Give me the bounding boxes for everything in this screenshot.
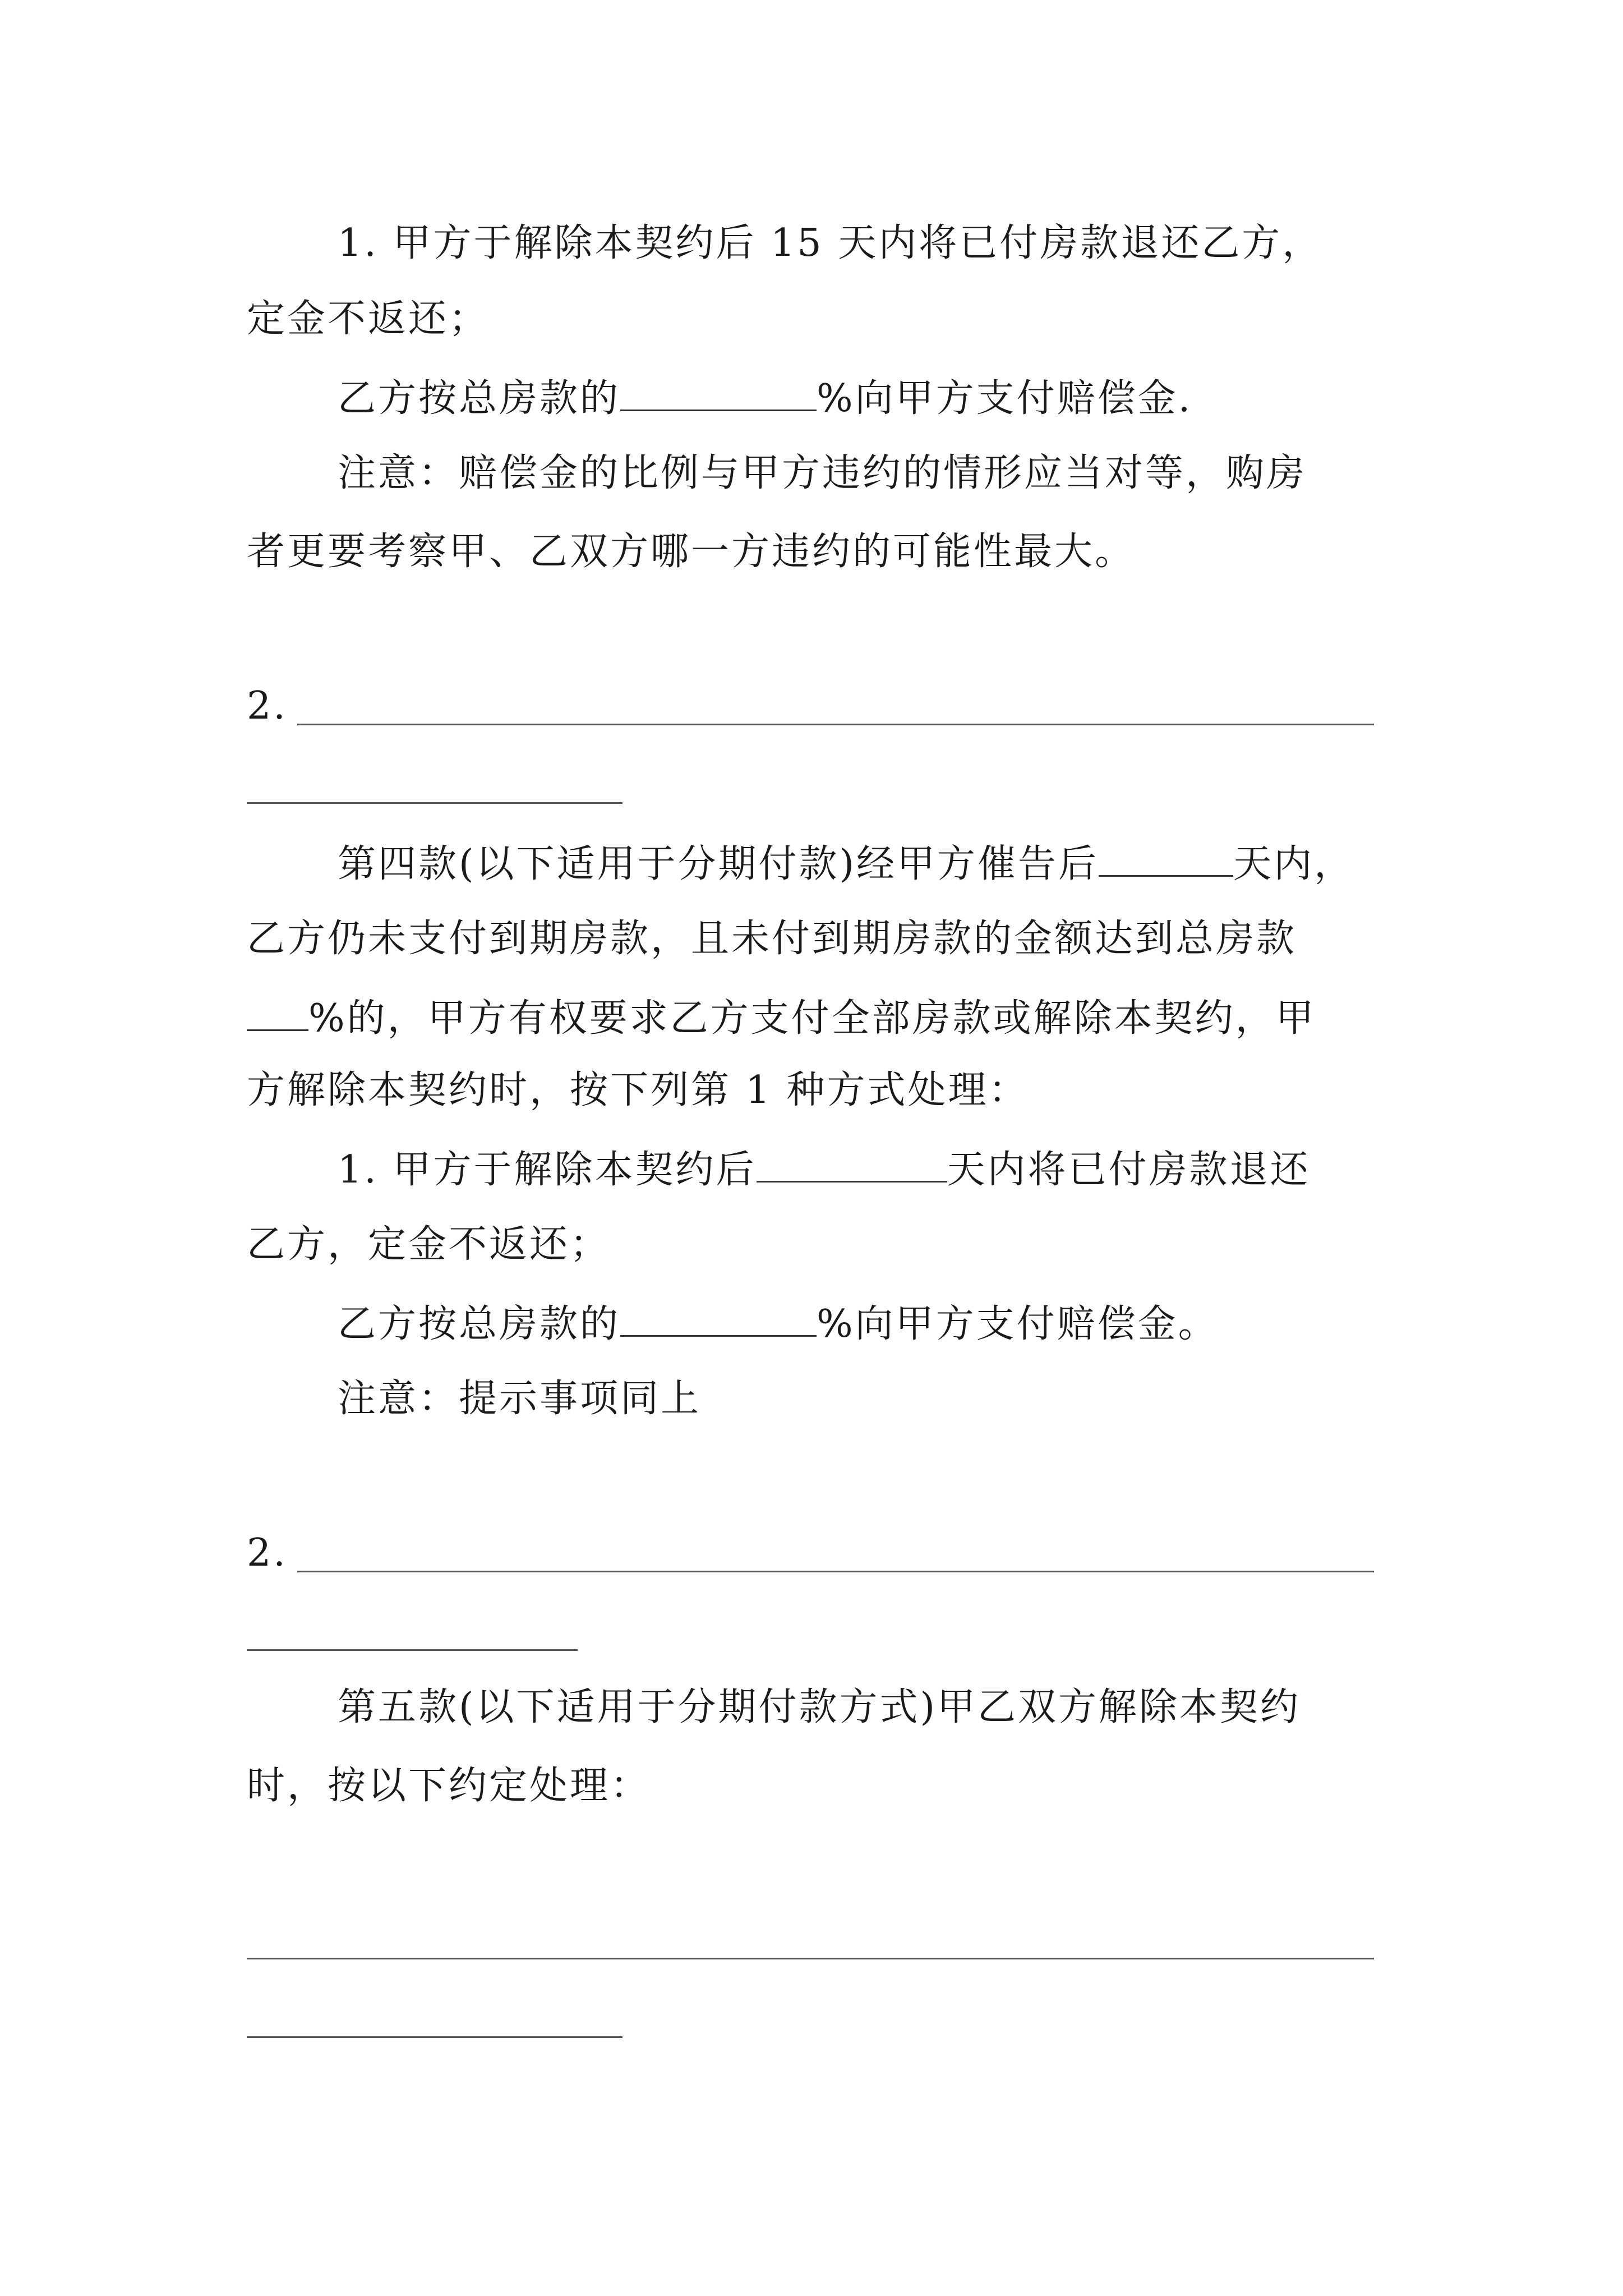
sec4-line4: 方解除本契约时，按下列第 1 种方式处理： xyxy=(247,1068,1029,1112)
sec4-item1-line1 xyxy=(338,1147,1311,1192)
sec4-item2-fill-line[interactable] xyxy=(297,1571,1374,1572)
sec5-fill-line-continued[interactable] xyxy=(247,2036,623,2038)
sec4-line2: 乙方仍未支付到期房款，且未付到期房款的金额达到总房款 xyxy=(247,917,1297,961)
sec5-line2: 时，按以下约定处理： xyxy=(247,1764,651,1808)
sec4-line1-prefix: 第四款(以下适用于分期付款)经甲方催告后 xyxy=(338,842,1099,886)
sec3-comp-prefix: 乙方按总房款的 xyxy=(338,376,621,421)
sec3-note-line2: 者更要考察甲、乙双方哪一方违约的可能性最大。 xyxy=(247,530,1136,574)
sec4-line1 xyxy=(338,841,1354,884)
sec4-item2-fill-line-continued[interactable] xyxy=(247,1649,578,1651)
sec4-line1-suffix: 天内， xyxy=(1233,842,1355,886)
sec4-line3 xyxy=(247,996,1316,1041)
sec4-compensation-line xyxy=(338,1301,1219,1346)
sec4-item2-label: 2. xyxy=(247,1531,288,1575)
sec5-fill-line[interactable] xyxy=(247,1958,1374,1959)
sec3-comp-suffix: %向甲方支付赔偿金. xyxy=(817,376,1193,421)
sec3-item1-line2: 定金不返还； xyxy=(247,297,490,341)
sec4-item1-prefix: 1. 甲方于解除本契约后 xyxy=(338,1148,757,1192)
sec4-item1-days-blank[interactable] xyxy=(757,1147,947,1182)
sec4-note: 注意：提示事项同上 xyxy=(338,1377,702,1421)
sec3-compensation-line xyxy=(338,376,1193,421)
sec4-percent-blank[interactable] xyxy=(247,996,308,1031)
sec4-comp-suffix: %向甲方支付赔偿金。 xyxy=(817,1302,1219,1346)
sec4-days-blank[interactable] xyxy=(1099,841,1233,877)
sec4-comp-blank[interactable] xyxy=(620,1301,817,1337)
sec3-note-line1: 注意：赔偿金的比例与甲方违约的情形应当对等，购房 xyxy=(338,451,1307,495)
sec5-line1: 第五款(以下适用于分期付款方式)甲乙双方解除本契约 xyxy=(338,1685,1301,1729)
sec4-item1-line2: 乙方，定金不返还； xyxy=(247,1222,611,1267)
sec4-comp-prefix: 乙方按总房款的 xyxy=(338,1302,621,1346)
sec3-item1-line1: 1. 甲方于解除本契约后 15 天内将已付房款退还乙方， xyxy=(338,221,1323,265)
sec4-line3-suffix: %的，甲方有权要求乙方支付全部房款或解除本契约，甲 xyxy=(308,996,1316,1041)
sec4-item1-suffix: 天内将已付房款退还 xyxy=(947,1148,1311,1192)
sec3-item2-label: 2. xyxy=(247,684,288,728)
sec3-item2-fill-line[interactable] xyxy=(297,724,1374,725)
sec3-item2-fill-line-continued[interactable] xyxy=(247,802,623,804)
sec3-comp-blank[interactable] xyxy=(620,376,817,411)
